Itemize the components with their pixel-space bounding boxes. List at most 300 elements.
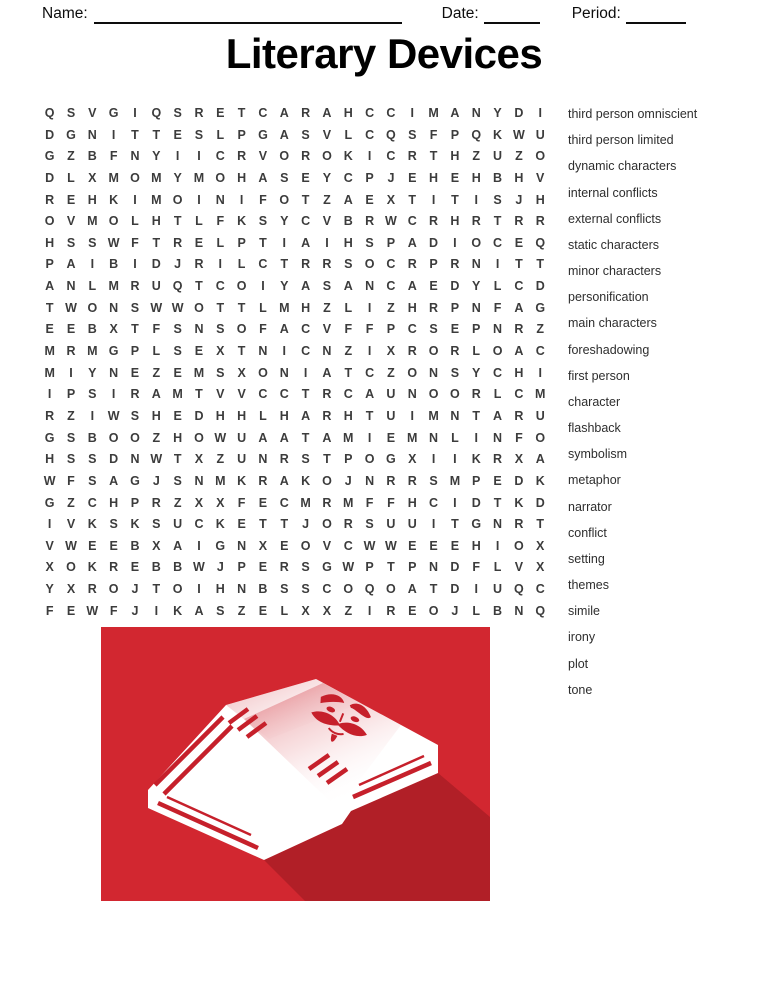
grid-cell: A xyxy=(514,300,524,315)
grid-cell: E xyxy=(173,365,182,380)
grid-cell: R xyxy=(130,387,140,402)
grid-cell: H xyxy=(301,300,311,315)
grid-cell: H xyxy=(45,235,55,250)
grid-cell: E xyxy=(194,344,204,359)
word-list-item: foreshadowing xyxy=(568,342,650,357)
grid-cell: S xyxy=(280,170,289,185)
grid-cell: Q xyxy=(514,582,524,597)
grid-cell: N xyxy=(258,344,268,359)
grid-cell: O xyxy=(87,300,98,315)
grid-cell: U xyxy=(493,582,503,597)
grid-cell: P xyxy=(450,300,460,315)
grid-cell: H xyxy=(151,214,161,229)
grid-cell: X xyxy=(45,560,54,575)
grid-cell: E xyxy=(194,235,204,250)
grid-row xyxy=(39,146,551,168)
grid-row xyxy=(39,298,551,320)
grid-cell: T xyxy=(259,235,267,250)
grid-cell: D xyxy=(535,495,545,510)
grid-cell: H xyxy=(343,106,353,120)
grid-cell: S xyxy=(66,430,76,445)
grid-cell: S xyxy=(450,365,460,380)
grid-cell: N xyxy=(365,279,375,294)
grid-cell: O xyxy=(300,538,311,553)
grid-cell: U xyxy=(535,127,545,142)
word-list-item: dynamic characters xyxy=(568,159,677,174)
grid-cell: C xyxy=(301,344,311,359)
grid-cell: H xyxy=(237,408,247,423)
grid-cell: D xyxy=(109,452,119,467)
grid-cell: A xyxy=(279,322,289,337)
grid-cell: G xyxy=(108,106,119,120)
grid-cell: L xyxy=(216,127,225,142)
grid-cell: Q xyxy=(172,279,183,294)
grid-cell: G xyxy=(108,344,119,359)
grid-cell: K xyxy=(173,603,183,618)
grid-cell: X xyxy=(194,495,204,510)
grid-cell: S xyxy=(280,582,289,597)
grid-cell: K xyxy=(343,149,353,164)
name-blank xyxy=(94,6,402,24)
grid-cell: S xyxy=(88,387,97,402)
grid-cell: I xyxy=(90,257,95,272)
grid-cell: G xyxy=(322,560,332,575)
grid-cell: S xyxy=(152,517,161,532)
grid-cell: C xyxy=(343,538,353,553)
grid-cell: V xyxy=(66,517,76,532)
book-illustration-svg xyxy=(101,627,490,901)
grid-cell: M xyxy=(193,170,205,185)
word-list-item: plot xyxy=(568,656,589,671)
grid-cell: S xyxy=(301,127,310,142)
grid-cell: I xyxy=(431,517,436,532)
grid-cell: T xyxy=(344,365,353,380)
grid-cell: O xyxy=(322,149,332,164)
grid-cell: I xyxy=(453,452,457,467)
grid-cell: N xyxy=(87,127,97,142)
grid-cell: V xyxy=(88,106,97,120)
grid-cell: T xyxy=(152,582,161,597)
grid-cell: U xyxy=(386,408,396,423)
grid-cell: A xyxy=(407,582,417,597)
grid-cell: R xyxy=(514,322,524,337)
grid-row xyxy=(39,276,551,298)
grid-cell: R xyxy=(109,560,119,575)
word-list-item: metaphor xyxy=(568,473,621,488)
grid-cell: A xyxy=(258,170,268,185)
grid-cell: M xyxy=(172,387,183,402)
grid-cell: B xyxy=(151,560,161,575)
grid-cell: P xyxy=(429,257,438,272)
grid-cell: P xyxy=(450,127,460,142)
grid-cell: I xyxy=(367,149,372,164)
grid-cell: A xyxy=(407,279,417,294)
grid-cell: Z xyxy=(387,365,395,380)
grid-cell: V xyxy=(66,214,76,229)
grid-cell: H xyxy=(343,235,353,250)
grid-cell: V xyxy=(258,149,268,164)
grid-cell: T xyxy=(301,387,310,402)
grid-cell: A xyxy=(279,106,289,120)
grid-cell: R xyxy=(258,473,268,488)
grid-cell: Z xyxy=(344,344,353,359)
grid-cell: H xyxy=(151,408,161,423)
grid-cell: K xyxy=(215,517,225,532)
grid-cell: Z xyxy=(536,322,545,337)
grid-cell: T xyxy=(237,344,246,359)
grid-cell: Q xyxy=(151,106,162,120)
grid-cell: S xyxy=(301,560,310,575)
word-list xyxy=(568,101,758,703)
grid-cell: V xyxy=(216,387,225,402)
grid-cell: C xyxy=(535,582,545,597)
grid-cell: N xyxy=(493,430,503,445)
grid-cell: O xyxy=(322,517,332,532)
grid-cell: L xyxy=(344,300,353,315)
word-list-item: simile xyxy=(568,604,600,619)
grid-cell: B xyxy=(87,149,97,164)
grid-cell: U xyxy=(237,452,247,467)
grid-cell: W xyxy=(363,538,376,553)
grid-cell: S xyxy=(88,452,97,467)
grid-cell: A xyxy=(535,452,545,467)
grid-cell: N xyxy=(194,473,204,488)
grid-cell: X xyxy=(536,538,545,553)
grid-cell: C xyxy=(301,214,311,229)
grid-cell: I xyxy=(367,344,372,359)
grid-cell: M xyxy=(108,279,119,294)
grid-row xyxy=(39,493,551,515)
grid-cell: S xyxy=(216,603,225,618)
grid-cell: F xyxy=(493,300,502,315)
grid-cell: R xyxy=(322,495,332,510)
grid-cell: N xyxy=(471,106,481,120)
grid-cell: N xyxy=(194,322,204,337)
grid-cell: T xyxy=(152,127,161,142)
grid-cell: O xyxy=(428,387,439,402)
grid-cell: T xyxy=(259,517,267,532)
grid-cell: E xyxy=(173,408,182,423)
grid-cell: F xyxy=(259,322,267,337)
grid-cell: C xyxy=(215,149,225,164)
grid-cell: O xyxy=(236,279,247,294)
grid-cell: S xyxy=(322,279,332,294)
grid-cell: T xyxy=(152,235,161,250)
grid-cell: A xyxy=(301,279,311,294)
grid-cell: D xyxy=(45,170,55,185)
grid-cell: K xyxy=(130,517,140,532)
grid-cell: L xyxy=(472,344,481,359)
grid-cell: P xyxy=(365,170,374,185)
grid-cell: H xyxy=(45,452,55,467)
grid-cell: R xyxy=(66,344,76,359)
grid-cell: B xyxy=(493,603,503,618)
grid-cell: R xyxy=(471,387,481,402)
grid-cell: K xyxy=(514,495,524,510)
grid-cell: A xyxy=(322,430,332,445)
grid-cell: R xyxy=(45,192,55,207)
grid-cell: Z xyxy=(323,300,331,315)
grid-cell: C xyxy=(493,235,503,250)
grid-cell: E xyxy=(66,322,76,337)
grid-cell: W xyxy=(43,473,56,488)
grid-cell: I xyxy=(303,365,308,380)
grid-cell: K xyxy=(237,473,247,488)
grid-cell: W xyxy=(150,452,163,467)
grid-cell: I xyxy=(154,603,159,618)
grid-cell: Y xyxy=(322,170,332,185)
grid-cell: Q xyxy=(44,106,55,120)
grid-cell: E xyxy=(514,235,524,250)
grid-cell: R xyxy=(279,560,289,575)
grid-cell: E xyxy=(429,538,438,553)
grid-cell: S xyxy=(365,235,374,250)
grid-cell: S xyxy=(365,517,374,532)
grid-cell: Q xyxy=(471,127,482,142)
grid-cell: O xyxy=(535,430,546,445)
grid-cell: R xyxy=(386,473,396,488)
grid-cell: U xyxy=(407,517,417,532)
grid-cell: Y xyxy=(280,214,289,229)
grid-cell: X xyxy=(109,322,118,337)
grid-cell: U xyxy=(386,517,396,532)
grid-cell: T xyxy=(216,300,225,315)
grid-cell: Z xyxy=(515,149,523,164)
word-list-item: third person omniscient xyxy=(568,107,698,121)
grid-cell: Z xyxy=(67,495,75,510)
grid-cell: S xyxy=(88,473,97,488)
grid-cell: R xyxy=(535,214,545,229)
grid-cell: N xyxy=(471,257,481,272)
grid-cell: P xyxy=(386,322,396,337)
grid-cell: R xyxy=(429,300,439,315)
grid-cell: R xyxy=(322,408,332,423)
grid-cell: T xyxy=(173,452,182,467)
grid-cell: C xyxy=(429,495,439,510)
book-illustration xyxy=(101,627,490,901)
grid-cell: S xyxy=(173,473,182,488)
grid-cell: I xyxy=(410,408,414,423)
grid-cell: E xyxy=(130,560,140,575)
grid-cell: R xyxy=(407,473,417,488)
grid-cell: E xyxy=(429,279,438,294)
grid-cell: S xyxy=(66,106,76,120)
grid-cell: P xyxy=(472,473,481,488)
grid-cell: U xyxy=(493,149,503,164)
grid-cell: L xyxy=(344,127,353,142)
grid-cell: A xyxy=(301,235,311,250)
grid-row xyxy=(39,254,551,276)
grid-cell: R xyxy=(514,214,524,229)
grid-cell: A xyxy=(173,538,183,553)
grid-cell: L xyxy=(216,235,225,250)
grid-cell: O xyxy=(364,452,375,467)
grid-cell: B xyxy=(493,170,503,185)
word-list-item: themes xyxy=(568,578,609,593)
grid-cell: I xyxy=(218,257,223,272)
grid-cell: Q xyxy=(386,127,396,142)
grid-cell: B xyxy=(130,538,140,553)
grid-cell: C xyxy=(194,517,204,532)
grid-cell: L xyxy=(67,170,75,185)
grid-cell: I xyxy=(495,538,500,553)
grid-cell: T xyxy=(387,560,395,575)
grid-cell: J xyxy=(302,517,310,532)
grid-cell: N xyxy=(493,517,503,532)
grid-row xyxy=(39,579,551,601)
grid-cell: T xyxy=(301,192,310,207)
grid-cell: T xyxy=(451,192,459,207)
grid-cell: A xyxy=(45,279,55,294)
grid-cell: P xyxy=(472,322,481,337)
grid-cell: H xyxy=(450,214,460,229)
grid-cell: O xyxy=(514,538,524,553)
grid-cell: L xyxy=(195,214,203,229)
grid-cell: T xyxy=(280,257,289,272)
grid-cell: I xyxy=(282,235,287,250)
grid-cell: T xyxy=(429,149,438,164)
grid-cell: H xyxy=(109,495,119,510)
grid-cell: V xyxy=(514,560,524,575)
grid-cell: P xyxy=(344,452,353,467)
grid-cell: H xyxy=(407,495,417,510)
grid-cell: R xyxy=(322,257,332,272)
grid-cell: D xyxy=(514,106,524,120)
grid-cell: N xyxy=(429,365,439,380)
grid-cell: W xyxy=(193,560,205,575)
grid-cell: Z xyxy=(67,149,75,164)
grid-row xyxy=(39,190,551,212)
grid-cell: P xyxy=(130,344,140,359)
grid-cell: B xyxy=(87,322,97,337)
grid-cell: G xyxy=(44,430,55,445)
grid-cell: S xyxy=(130,408,140,423)
grid-cell: L xyxy=(493,387,502,402)
word-list-item: personification xyxy=(568,290,649,305)
grid-cell: G xyxy=(130,473,140,488)
grid-cell: H xyxy=(535,192,545,207)
grid-cell: I xyxy=(90,408,95,423)
grid-cell: D xyxy=(194,408,204,423)
grid-cell: I xyxy=(239,192,244,207)
grid-cell: O xyxy=(194,430,204,445)
grid-cell: R xyxy=(322,387,332,402)
grid-cell: S xyxy=(194,127,204,142)
grid-cell: W xyxy=(65,538,77,553)
grid-cell: N xyxy=(514,603,524,618)
grid-row xyxy=(39,471,551,493)
grid-cell: L xyxy=(259,408,267,423)
grid-cell: M xyxy=(151,170,162,185)
grid-cell: E xyxy=(45,322,54,337)
grid-cell: T xyxy=(451,517,459,532)
grid-cell: R xyxy=(151,495,161,510)
grid-cell: H xyxy=(87,192,97,207)
grid-cell: R xyxy=(130,279,140,294)
grid-cell: Z xyxy=(67,408,75,423)
grid-cell: A xyxy=(343,279,353,294)
grid-cell: X xyxy=(216,344,225,359)
grid-cell: K xyxy=(535,473,545,488)
grid-cell: N xyxy=(279,365,289,380)
grid-cell: N xyxy=(130,452,140,467)
grid-cell: R xyxy=(407,344,417,359)
grid-cell: S xyxy=(109,517,118,532)
grid-cell: S xyxy=(216,365,225,380)
grid-cell: T xyxy=(365,408,374,423)
grid-cell: I xyxy=(431,192,436,207)
grid-row xyxy=(39,319,551,341)
grid-row xyxy=(39,601,551,623)
grid-cell: H xyxy=(514,170,524,185)
grid-cell: C xyxy=(386,279,396,294)
grid-cell: A xyxy=(258,430,268,445)
grid-cell: C xyxy=(279,387,289,402)
date-blank xyxy=(484,6,540,24)
grid-cell: C xyxy=(514,387,524,402)
grid-cell: S xyxy=(173,106,182,120)
grid-cell: K xyxy=(301,473,311,488)
grid-cell: G xyxy=(258,127,268,142)
name-label: Name: xyxy=(42,5,88,22)
grid-cell: M xyxy=(87,214,98,229)
grid-cell: B xyxy=(173,560,183,575)
grid-cell: L xyxy=(152,344,161,359)
grid-cell: F xyxy=(365,322,374,337)
grid-cell: F xyxy=(67,473,75,488)
grid-cell: Z xyxy=(344,603,353,618)
grid-cell: N xyxy=(365,473,375,488)
grid-cell: E xyxy=(88,538,97,553)
grid-cell: D xyxy=(471,495,481,510)
grid-cell: C xyxy=(386,149,396,164)
grid-cell: O xyxy=(130,170,140,185)
grid-cell: O xyxy=(386,582,396,597)
grid-cell: J xyxy=(152,473,160,488)
grid-cell: R xyxy=(471,214,481,229)
grid-cell: A xyxy=(493,408,503,423)
grid-cell: X xyxy=(301,603,310,618)
grid-cell: K xyxy=(237,214,247,229)
grid-cell: W xyxy=(385,214,397,229)
grid-cell: I xyxy=(538,365,542,380)
grid-cell: C xyxy=(514,279,524,294)
grid-cell: J xyxy=(174,257,182,272)
grid-cell: I xyxy=(538,106,542,120)
grid-cell: L xyxy=(451,430,459,445)
grid-cell: U xyxy=(386,387,396,402)
grid-cell: P xyxy=(66,387,76,402)
grid-cell: E xyxy=(66,192,76,207)
grid-cell: Y xyxy=(472,279,481,294)
grid-cell: T xyxy=(408,192,417,207)
grid-cell: Z xyxy=(152,365,161,380)
grid-cell: E xyxy=(450,322,460,337)
grid-cell: C xyxy=(258,106,268,120)
grid-cell: K xyxy=(87,560,97,575)
grid-cell: U xyxy=(151,279,161,294)
grid-cell: D xyxy=(429,235,439,250)
grid-cell: I xyxy=(47,387,52,402)
grid-cell: F xyxy=(45,603,54,618)
word-list-item: setting xyxy=(568,551,605,566)
grid-cell: Z xyxy=(237,603,246,618)
grid-cell: W xyxy=(512,127,525,142)
word-list-item: main characters xyxy=(568,316,657,331)
grid-cell: S xyxy=(173,344,182,359)
grid-cell: J xyxy=(131,582,139,597)
grid-cell: W xyxy=(150,300,163,315)
